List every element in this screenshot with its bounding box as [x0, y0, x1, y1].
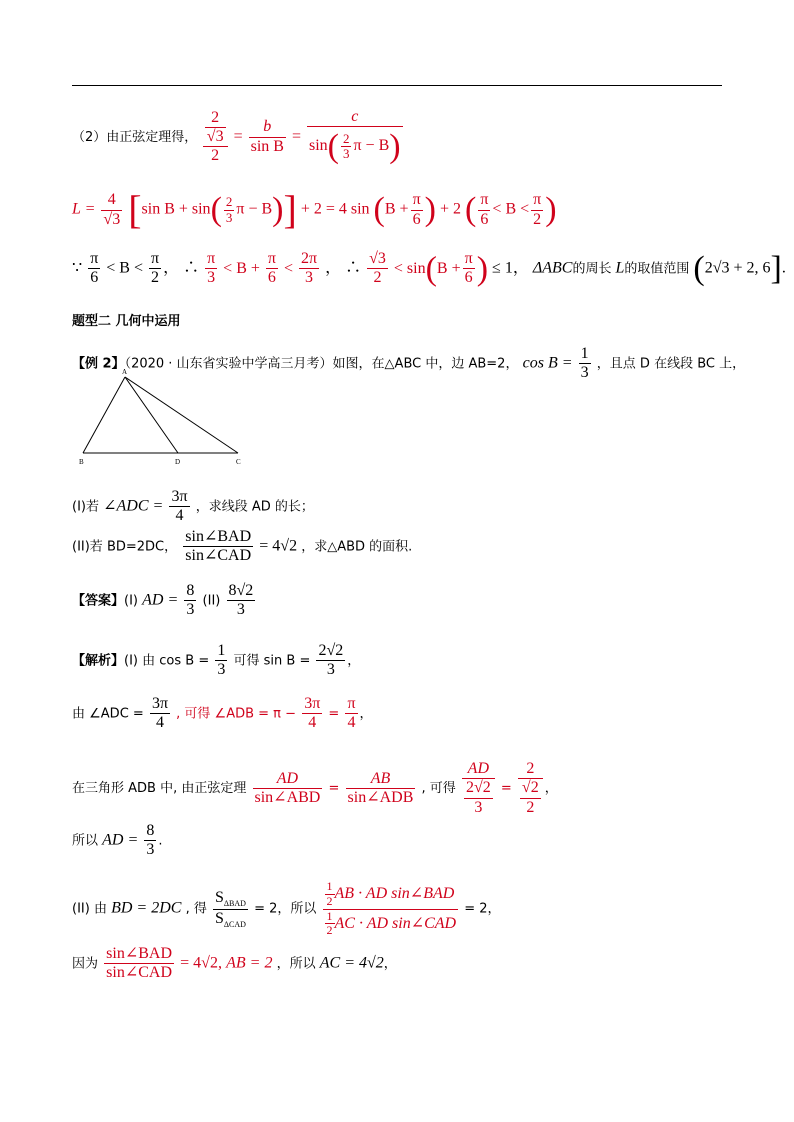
- label-A: A: [122, 368, 128, 376]
- part2-line2: L = $\frac{4}{√3}$ [sin B + sin( $\frac{2}{3}$ π − B)] + 2 = 4 sin (B + $\frac{\pi}{6}$ ) + 2 ( $\frac{\pi}{6}$ < B < $\frac{\pi}{2}$ ): [72, 187, 557, 232]
- part2-label: （2）由正弦定理得，: [72, 129, 198, 145]
- label-B: B: [79, 458, 84, 466]
- header-rule: [72, 85, 722, 86]
- analysis-line4: 所以 AD = $\frac{8}{3}$ .: [72, 822, 163, 859]
- frac-c-sin: c sin( $\frac{2}{3}$ π − B): [308, 108, 401, 166]
- analysis-line2: 由 ∠ADC = $\frac{3\pi}{4}$ , 可得 ∠ADB = π − $\frac{3\pi}{4}$ = $\frac{\pi}{4}$ ，: [72, 695, 373, 732]
- frac-2-over-sqrt3-over-2: $\frac{\frac{2}{√3}}{2}$: [203, 109, 228, 166]
- triangle-diagram: [78, 365, 253, 470]
- analysis-line6: 因为 $\frac{\text{sin∠BAD}}{\text{sin∠CAD}}$ = 4√2, AB = 2 ，所以 AC = 4√2，: [72, 945, 397, 982]
- question-1: (I)若 ∠ADC = $\frac{3\pi}{4}$ ，求线段 AD 的长；: [72, 488, 314, 525]
- part2-line1: （2）由正弦定理得， $\frac{\frac{2}{√3}}{2}$ = $\frac{b}{\text{sin B}}$ = c sin( $\frac{2}{3}$ π − B): [72, 108, 401, 166]
- part2-line3: ∵ $\frac{\pi}{6}$ < B < $\frac{\pi}{2}$ ， ∴ $\frac{\pi}{3}$ < B + $\frac{\pi}{6}$ < $\frac{2\pi}{3}$ ， ∴ $\frac{√3}{2}$ < sin(B + $\frac{\pi}{6}$ ) ≤ 1， ΔABC的周长 L的取值范围 (2√3 + 2, 6].: [72, 249, 786, 287]
- example-2-line: 【例 2】（2020 · 山东省实验中学高三月考）如图，在△ABC 中，边 AB=2， cos B = $\frac{1}{3}$ ，且点 D 在线段 BC 上，: [72, 345, 746, 382]
- analysis-line1: 【解析】(I) 由 cos B = $\frac{1}{3}$ 可得 sin B = $\frac{2√2}{3}$ ，: [72, 642, 361, 679]
- label-D: D: [175, 458, 181, 466]
- analysis-line5: (II) 由 BD = 2DC , 得 $\frac{S_{\Delta BAD}}{S_{\Delta CAD}}$ = 2，所以 $\frac{1}{2}$ AB · AD sin∠BAD $\frac{1}{2}$ AC · AD sin∠CAD = 2，: [72, 879, 501, 938]
- label-C: C: [236, 458, 241, 466]
- question-2: (II)若 BD=2DC， $\frac{\text{sin∠BAD}}{\text{sin∠CAD}}$ = 4√2 ，求△ABD 的面积.: [72, 528, 413, 565]
- section-heading: 题型二 几何中运用: [72, 314, 181, 329]
- answer-line: 【答案】(I) AD = $\frac{8}{3}$ (II) $\frac{8√2}{3}$: [72, 582, 254, 619]
- analysis-line3: 在三角形 ADB 中, 由正弦定理 $\frac{AD}{\text{sin∠ABD}}$ = $\frac{AB}{\text{sin∠ADB}}$ , 可得 $\frac{AD}{\frac{2√2}{3}}$ = $\frac{2}{\frac{√2}{2}}$ ，: [72, 760, 558, 816]
- frac-b-sinB: $\frac{b}{\text{sin B}}$: [250, 118, 284, 155]
